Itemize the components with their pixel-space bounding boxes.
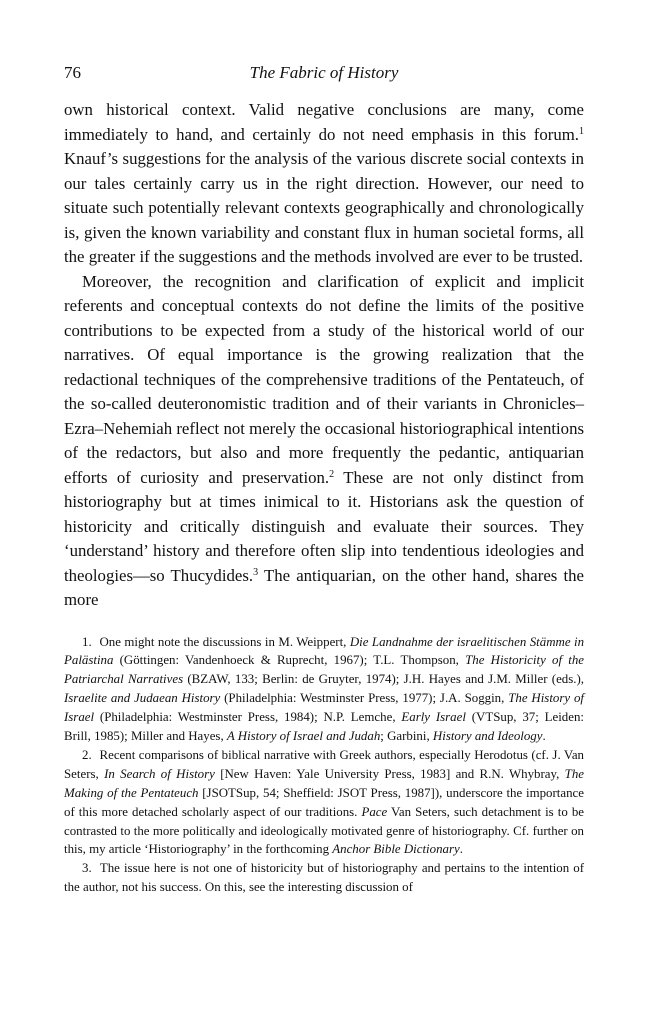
book-page [64, 60, 584, 897]
footnote-3 [64, 859, 584, 897]
footnote-1-title-lemche: Early Israel [401, 710, 466, 725]
footnote-1-text: One might note the discussions in M. Weippert, [99, 634, 350, 649]
footnote-1-title-miller-hayes: A History of Israel and Judah [226, 729, 381, 744]
footnote-1-title-weippert: Die Landnahme der israelitischen Stämme in Palästina [64, 634, 585, 668]
footnote-1-text: . [542, 729, 546, 744]
paragraph-2-text-2: These are not only distinct from historiography but at times inimical to it. Historians ask the question of historicity and critically distinguish and evaluate their sources. They ‘understand’ history and therefore often slip into tendentious ideologies and theologies—so Thucydides. [64, 467, 584, 585]
footnote-3-number: 3. [82, 861, 92, 876]
footnote-2-number: 2. [82, 747, 92, 762]
body-text [64, 98, 584, 613]
footnote-2-text: Van Seters, such detachment is to be contrasted to the more politically and ideologically motivated genre of historiography. Cf. further on this, my article ‘Historiography’ in the forthcoming [64, 804, 585, 857]
paragraph-1-text-2: Knauf’s suggestions for the analysis of the various discrete social contexts in our tales certainly carry us in the right direction. However, our need to situate such potentially relevant contexts geographically and chronologically is, given the known variability and constant flux in human societal forms, all the greater if the suggestions and the methods involved are ever to be trusted. [64, 149, 584, 266]
footnote-3-text: The issue here is not one of historicity but of historiography and pertains to the intention of the author, not his success. On this, see the interesting discussion of [64, 861, 584, 895]
footnote-1-title-garbini: History and Ideology [432, 729, 543, 744]
footnote-1-title-hayes-miller: Israelite and Judaean History [64, 691, 221, 706]
footnote-2-title-van-seters: In Search of History [104, 766, 215, 781]
footnote-1-number: 1. [82, 634, 92, 649]
paragraph-2 [64, 270, 584, 613]
paragraph-1-text-1: own historical context. Valid negative conclusions are many, come immediately to hand, and certainly do not need emphasis in this forum. [64, 100, 584, 144]
footnote-2-text: Recent comparisons of biblical narrative with Greek authors, especially Herodotus (cf. J. Van Seters, [64, 747, 584, 781]
footnote-1-text: (Philadelphia: Westminster Press, 1977); J.A. Soggin, [220, 691, 509, 706]
footnote-ref-2: 2 [329, 468, 335, 480]
footnote-1-text: (BZAW, 133; Berlin: de Gruyter, 1974); J.H. Hayes and J.M. Miller (eds.), [183, 672, 584, 687]
footnote-1-text: (VTSup, 37; Leiden: Brill, 1985); Miller and Hayes, [64, 710, 584, 744]
paragraph-2-text-1: Moreover, the recognition and clarification of explicit and implicit referents and conceptual contexts do not define the limits of the positive contributions to be expected from a study of the historical world of our narratives. Of equal importance is the growing realization that the redactional techniques of the comprehensive traditions of the Pentateuch, of the so-called deuteronomistic tradition and of their variants in Chronicles–Ezra–Nehemiah reflect not merely the occasional historiographical intentions of the redactors, but also and more frequently the pedantic, antiquarian efforts of curiosity and preservation. [64, 271, 584, 487]
page-number: 76 [64, 63, 81, 82]
paragraph-1 [64, 98, 584, 270]
footnote-2-title-anchor-bible: Anchor Bible Dictionary [332, 842, 460, 857]
footnote-1-title-thompson: The Historicity of the Patriarchal Narratives [64, 653, 584, 687]
running-title: The Fabric of History [249, 63, 399, 82]
footnote-2-text: [New Haven: Yale University Press, 1983] and R.N. Whybray, [214, 766, 565, 781]
footnote-2 [64, 746, 584, 859]
footnote-2-text: [JSOTSup, 54; Sheffield: JSOT Press, 1987]), underscore the importance of this more detached scholarly aspect of our traditions. [64, 785, 584, 819]
footnote-1 [64, 633, 584, 746]
footnotes [64, 633, 584, 898]
running-head [64, 60, 584, 86]
paragraph-2-text-3: The antiquarian, on the other hand, shares the more [64, 565, 585, 609]
footnote-1-title-soggin: The History of Israel [64, 691, 584, 725]
footnote-ref-3: 3 [253, 566, 259, 578]
footnote-2-title-whybray: The Making of the Pentateuch [64, 766, 585, 800]
footnote-2-text: . [459, 842, 463, 857]
footnote-ref-1: 1 [579, 125, 584, 137]
footnote-1-text: ; Garbini, [380, 729, 433, 744]
footnote-2-pace: Pace [361, 804, 388, 819]
footnote-1-text: (Göttingen: Vandenhoeck & Ruprecht, 1967); T.L. Thompson, [113, 653, 466, 668]
footnote-1-text: (Philadelphia: Westminster Press, 1984); N.P. Lemche, [94, 710, 402, 725]
